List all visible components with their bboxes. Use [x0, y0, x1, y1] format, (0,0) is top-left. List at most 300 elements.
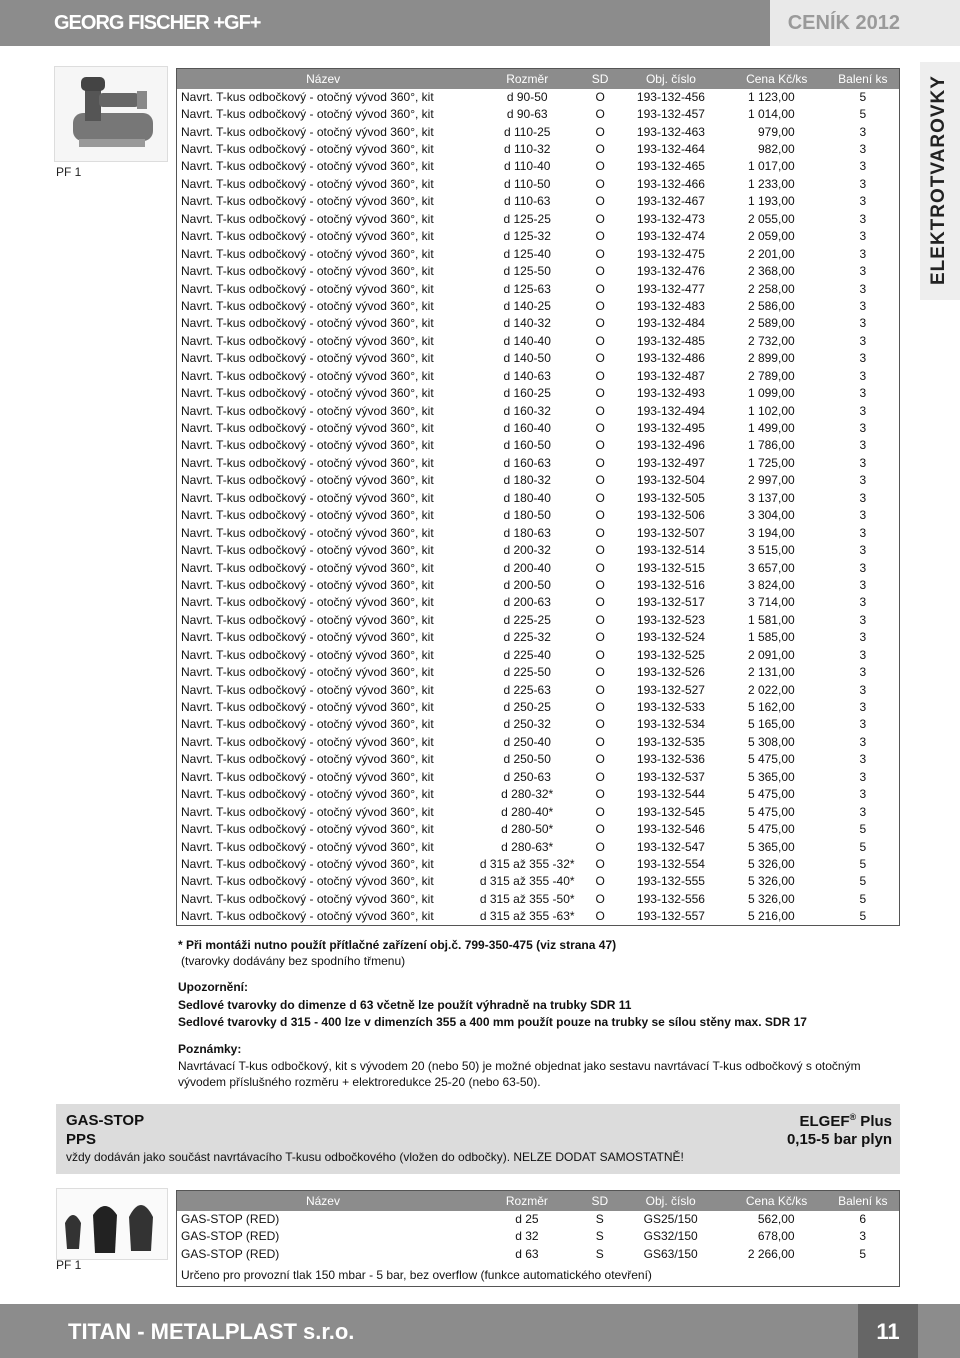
- table-row: [177, 368, 900, 385]
- cell-price: 3 194,00: [747, 525, 795, 540]
- cell-price: 1 102,00: [747, 403, 795, 418]
- cell-pack: 5: [859, 874, 867, 889]
- table-row: [177, 734, 900, 751]
- cell-size: d 140-50: [503, 351, 551, 366]
- table-row: [177, 873, 900, 890]
- cell-order-number: 193-132-504: [636, 473, 705, 488]
- remarks-line-1: Navrtávací T-kus odbočkový, kit s vývodem 20 (nebo 50) je možné objednat jako sestavu navrtávací T-kus odbočkový s otočným: [178, 1059, 861, 1073]
- cell-order-number: 193-132-475: [636, 246, 705, 261]
- table-row: [177, 333, 900, 350]
- cell-sd: O: [595, 508, 605, 523]
- cell-sd: O: [595, 176, 605, 191]
- cell-sd: O: [595, 455, 605, 470]
- cell-size: d 160-32: [503, 403, 551, 418]
- cell-name: Navrt. T-kus odbočkový - otočný vývod 360°, kit: [181, 874, 434, 889]
- cell-size: d 140-40: [503, 333, 551, 348]
- cell-order-number: 193-132-525: [636, 647, 705, 662]
- cell-pack: 5: [859, 822, 867, 837]
- page-number: 11: [876, 1319, 900, 1344]
- gas-stop-description: vždy dodáván jako součást navrtávacího T-kusu odbočkového (vložen do odbočky). NELZE DODAT SAMOSTATNĚ!: [66, 1150, 684, 1164]
- cell-name: Navrt. T-kus odbočkový - otočný vývod 360°, kit: [181, 700, 434, 715]
- cell-price: 5 326,00: [747, 874, 795, 889]
- cell-name: Navrt. T-kus odbočkový - otočný vývod 360°, kit: [181, 891, 434, 906]
- cell-order-number: 193-132-546: [636, 822, 705, 837]
- cell-pack: 3: [859, 682, 867, 697]
- cell-size: d 25: [515, 1211, 539, 1226]
- cell-size: d 225-50: [503, 665, 551, 680]
- elgef-plus-label: ELGEF® Plus: [799, 1112, 892, 1130]
- cell-order-number: 193-132-486: [636, 351, 705, 366]
- table-row: [177, 908, 900, 926]
- cell-price: 5 475,00: [747, 787, 795, 802]
- cell-price: 2 201,00: [747, 246, 795, 261]
- cell-size: d 140-32: [503, 316, 551, 331]
- cell-price: 3 304,00: [747, 508, 795, 523]
- cell-order-number: 193-132-547: [636, 839, 705, 854]
- cell-sd: O: [595, 525, 605, 540]
- cell-pack: 3: [859, 281, 867, 296]
- cell-sd: O: [595, 211, 605, 226]
- cell-size: d 280-63*: [501, 839, 554, 854]
- cell-size: d 200-40: [503, 560, 551, 575]
- cell-price: 2 732,00: [747, 333, 795, 348]
- cell-price: 1 725,00: [747, 455, 795, 470]
- cell-size: d 63: [515, 1246, 539, 1261]
- gas-stop-title: GAS-STOP: [66, 1112, 145, 1129]
- remarks-title: Poznámky:: [178, 1042, 242, 1056]
- cell-size: d 180-32: [503, 473, 551, 488]
- cell-pack: 3: [859, 752, 867, 767]
- cell-order-number: 193-132-535: [636, 734, 705, 749]
- cell-pack: 3: [859, 717, 867, 732]
- cell-pack: 3: [859, 403, 867, 418]
- cell-pack: 3: [859, 211, 867, 226]
- gas-stop-subtitle: PPS: [66, 1131, 97, 1148]
- cell-pack: 3: [859, 176, 867, 191]
- cell-pack: 5: [859, 909, 867, 924]
- col-header-name: Název: [305, 1193, 340, 1208]
- cell-name: GAS-STOP (RED): [181, 1229, 280, 1244]
- cell-name: Navrt. T-kus odbočkový - otočný vývod 360°, kit: [181, 682, 434, 697]
- cell-price: 1 581,00: [747, 612, 795, 627]
- cell-name: Navrt. T-kus odbočkový - otočný vývod 360°, kit: [181, 438, 434, 453]
- cell-price: 5 475,00: [747, 822, 795, 837]
- table-row: [177, 559, 900, 576]
- cell-sd: O: [595, 194, 605, 209]
- cell-pack: 3: [859, 316, 867, 331]
- table-row: [177, 716, 900, 733]
- table-row: [177, 280, 900, 297]
- cell-sd: O: [595, 124, 605, 139]
- cell-order-number: 193-132-517: [636, 595, 705, 610]
- cell-name: Navrt. T-kus odbočkový - otočný vývod 360°, kit: [181, 421, 434, 436]
- table-row: [177, 402, 900, 419]
- cell-name: Navrt. T-kus odbočkový - otočný vývod 360°, kit: [181, 351, 434, 366]
- cell-order-number: 193-132-493: [636, 386, 705, 401]
- cell-name: Navrt. T-kus odbočkový - otočný vývod 360°, kit: [181, 804, 434, 819]
- cell-name: Navrt. T-kus odbočkový - otočný vývod 360°, kit: [181, 856, 434, 871]
- cell-pack: 3: [859, 229, 867, 244]
- cell-name: Navrt. T-kus odbočkový - otočný vývod 360°, kit: [181, 560, 434, 575]
- cell-price: 5 475,00: [747, 752, 795, 767]
- gas-stop-banner: [56, 1104, 900, 1174]
- cell-name: Navrt. T-kus odbočkový - otočný vývod 360°, kit: [181, 107, 434, 122]
- cell-name: Navrt. T-kus odbočkový - otočný vývod 360°, kit: [181, 403, 434, 418]
- table-row: [177, 594, 900, 611]
- cell-order-number: 193-132-527: [636, 682, 705, 697]
- cell-size: d 125-25: [503, 211, 551, 226]
- brand-logo: GEORG FISCHER +GF+: [54, 12, 261, 34]
- cell-size: d 250-40: [503, 734, 551, 749]
- cell-sd: O: [595, 386, 605, 401]
- cell-order-number: 193-132-477: [636, 281, 705, 296]
- cell-size: d 110-25: [503, 124, 551, 139]
- cell-order-number: 193-132-545: [636, 804, 705, 819]
- cell-price: 5 326,00: [747, 856, 795, 871]
- cell-price: 5 365,00: [747, 839, 795, 854]
- cell-name: Navrt. T-kus odbočkový - otočný vývod 360°, kit: [181, 717, 434, 732]
- cell-order-number: 193-132-494: [636, 403, 705, 418]
- cell-sd: O: [595, 909, 605, 924]
- table-row: [177, 612, 900, 629]
- cell-name: Navrt. T-kus odbočkový - otočný vývod 360°, kit: [181, 159, 434, 174]
- cell-price: 562,00: [757, 1211, 795, 1226]
- cell-order-number: 193-132-524: [636, 630, 705, 645]
- col-header-pack: Balení ks: [838, 1193, 888, 1208]
- cell-size: d 125-40: [503, 246, 551, 261]
- cell-price: 3 137,00: [747, 490, 795, 505]
- table-row: [177, 699, 900, 716]
- cell-name: Navrt. T-kus odbočkový - otočný vývod 360°, kit: [181, 647, 434, 662]
- cell-pack: 3: [859, 508, 867, 523]
- cell-order-number: 193-132-485: [636, 333, 705, 348]
- cell-order-number: 193-132-487: [636, 368, 705, 383]
- side-tab-label: ELEKTROTVAROVKY: [928, 75, 949, 285]
- cell-sd: O: [595, 734, 605, 749]
- table-row: [177, 577, 900, 594]
- cell-size: d 225-25: [503, 612, 551, 627]
- cell-order-number: 193-132-507: [636, 525, 705, 540]
- cell-pack: 3: [859, 595, 867, 610]
- cell-name: Navrt. T-kus odbočkový - otočný vývod 360°, kit: [181, 386, 434, 401]
- cell-price: 2 059,00: [747, 229, 795, 244]
- cell-pack: 3: [859, 543, 867, 558]
- cell-pack: 5: [859, 856, 867, 871]
- cell-size: d 280-32*: [501, 787, 554, 802]
- table-row: [177, 681, 900, 698]
- cell-sd: O: [595, 717, 605, 732]
- cell-price: 982,00: [757, 142, 795, 157]
- table-note: Určeno pro provozní tlak 150 mbar - 5 bar, bez overflow (funkce automatického otevření): [181, 1267, 652, 1282]
- cell-sd: S: [595, 1246, 604, 1261]
- cell-sd: O: [595, 368, 605, 383]
- cell-price: 2 055,00: [747, 211, 795, 226]
- cell-order-number: 193-132-484: [636, 316, 705, 331]
- cell-sd: O: [595, 229, 605, 244]
- pf-label-1: PF 1: [56, 165, 82, 179]
- cell-sd: O: [595, 490, 605, 505]
- cell-sd: O: [595, 543, 605, 558]
- cell-size: d 90-50: [506, 89, 548, 104]
- table-row: [177, 385, 900, 402]
- cell-sd: O: [595, 438, 605, 453]
- cell-name: Navrt. T-kus odbočkový - otočný vývod 360°, kit: [181, 194, 434, 209]
- table-header: [177, 1191, 900, 1211]
- cell-name: Navrt. T-kus odbočkový - otočný vývod 360°, kit: [181, 909, 434, 924]
- cell-price: 1 786,00: [747, 438, 795, 453]
- cell-size: d 280-40*: [501, 804, 554, 819]
- cell-size: d 315 až 355 -40*: [479, 874, 575, 889]
- cell-name: Navrt. T-kus odbočkový - otočný vývod 360°, kit: [181, 525, 434, 540]
- cell-sd: O: [595, 281, 605, 296]
- cell-pack: 5: [859, 1246, 867, 1261]
- cell-price: 2 091,00: [747, 647, 795, 662]
- table-row: [177, 856, 900, 873]
- cell-pack: 3: [859, 142, 867, 157]
- cell-pack: 3: [859, 246, 867, 261]
- cell-pack: 3: [859, 490, 867, 505]
- cell-sd: O: [595, 839, 605, 854]
- cell-sd: O: [595, 577, 605, 592]
- table-row: [177, 437, 900, 454]
- footnote-text: * Při montáži nutno použít přítlačné zařízení obj.č. 799-350-475 (viz strana 47): [178, 938, 617, 952]
- pricelist-title-box: [770, 0, 960, 46]
- cell-size: d 125-32: [503, 229, 551, 244]
- cell-order-number: 193-132-476: [636, 264, 705, 279]
- cell-order-number: 193-132-506: [636, 508, 705, 523]
- cell-sd: S: [595, 1211, 604, 1226]
- cell-sd: O: [595, 874, 605, 889]
- cell-name: Navrt. T-kus odbočkový - otočný vývod 360°, kit: [181, 577, 434, 592]
- table-row: [177, 123, 900, 140]
- cell-sd: O: [595, 787, 605, 802]
- cell-sd: O: [595, 822, 605, 837]
- cell-price: 1 233,00: [747, 176, 795, 191]
- cell-price: 1 014,00: [747, 107, 795, 122]
- footer-bar: [0, 1304, 960, 1358]
- cell-sd: O: [595, 804, 605, 819]
- cell-name: Navrt. T-kus odbočkový - otočný vývod 360°, kit: [181, 229, 434, 244]
- table-row: [177, 751, 900, 768]
- cell-pack: 3: [859, 525, 867, 540]
- table-note-row: [177, 1263, 900, 1287]
- cell-sd: O: [595, 107, 605, 122]
- cell-name: Navrt. T-kus odbočkový - otočný vývod 360°, kit: [181, 665, 434, 680]
- cell-price: 1 099,00: [747, 386, 795, 401]
- cell-pack: 3: [859, 351, 867, 366]
- cell-price: 5 365,00: [747, 769, 795, 784]
- cell-name: Navrt. T-kus odbočkový - otočný vývod 360°, kit: [181, 787, 434, 802]
- cell-sd: O: [595, 142, 605, 157]
- cell-sd: O: [595, 647, 605, 662]
- cell-pack: 3: [859, 421, 867, 436]
- cell-order-number: 193-132-536: [636, 752, 705, 767]
- cell-order-number: 193-132-457: [636, 107, 705, 122]
- cell-order-number: 193-132-526: [636, 665, 705, 680]
- cell-price: 3 824,00: [747, 577, 795, 592]
- cell-order-number: 193-132-483: [636, 298, 705, 313]
- col-header-sd: SD: [591, 1193, 609, 1208]
- cell-size: d 160-63: [503, 455, 551, 470]
- cell-name: Navrt. T-kus odbočkový - otočný vývod 360°, kit: [181, 455, 434, 470]
- cell-sd: S: [595, 1229, 604, 1244]
- cell-pack: 3: [859, 298, 867, 313]
- cell-sd: O: [595, 421, 605, 436]
- cell-size: d 180-40: [503, 490, 551, 505]
- cell-sd: O: [595, 700, 605, 715]
- cell-sd: O: [595, 612, 605, 627]
- cell-price: 2 789,00: [747, 368, 795, 383]
- table-row: [177, 769, 900, 786]
- cell-size: d 110-40: [503, 159, 551, 174]
- cell-order-number: GS25/150: [643, 1211, 698, 1226]
- cell-size: d 200-50: [503, 577, 551, 592]
- company-name: TITAN - METALPLAST s.r.o.: [68, 1319, 355, 1344]
- cell-size: d 225-32: [503, 630, 551, 645]
- cell-pack: 5: [859, 891, 867, 906]
- col-header-order-number: Obj. číslo: [645, 1193, 696, 1208]
- table-row: [177, 490, 900, 507]
- table-row: [177, 891, 900, 908]
- cell-order-number: 193-132-514: [636, 543, 705, 558]
- cell-price: 2 589,00: [747, 316, 795, 331]
- table-row: [177, 176, 900, 193]
- table-row: [177, 1211, 900, 1228]
- cell-size: d 180-63: [503, 525, 551, 540]
- cell-name: Navrt. T-kus odbočkový - otočný vývod 360°, kit: [181, 316, 434, 331]
- cell-pack: 3: [859, 804, 867, 819]
- table-row: [177, 1228, 900, 1245]
- cell-price: 5 475,00: [747, 804, 795, 819]
- cell-sd: O: [595, 264, 605, 279]
- cell-sd: O: [595, 333, 605, 348]
- cell-pack: 3: [859, 124, 867, 139]
- table-row: [177, 838, 900, 855]
- price-table-gasstop: [176, 1190, 900, 1287]
- table-row: [177, 350, 900, 367]
- cell-name: Navrt. T-kus odbočkový - otočný vývod 360°, kit: [181, 508, 434, 523]
- cell-price: 678,00: [757, 1229, 795, 1244]
- cell-size: d 250-63: [503, 769, 551, 784]
- cell-sd: O: [595, 665, 605, 680]
- table-row: [177, 315, 900, 332]
- cell-pack: 3: [859, 734, 867, 749]
- cell-price: 5 216,00: [747, 909, 795, 924]
- cell-order-number: 193-132-557: [636, 909, 705, 924]
- table-row: [177, 298, 900, 315]
- product-image-gasstop: [56, 1188, 168, 1260]
- table-row: [177, 629, 900, 646]
- cell-name: Navrt. T-kus odbočkový - otočný vývod 360°, kit: [181, 752, 434, 767]
- col-header-sd: SD: [591, 71, 609, 86]
- cell-order-number: 193-132-465: [636, 159, 705, 174]
- cell-order-number: 193-132-523: [636, 612, 705, 627]
- cell-price: 2 586,00: [747, 298, 795, 313]
- cell-size: d 110-50: [503, 176, 551, 191]
- cell-size: d 125-50: [503, 264, 551, 279]
- cell-pack: 3: [859, 264, 867, 279]
- cell-name: Navrt. T-kus odbočkový - otočný vývod 360°, kit: [181, 246, 434, 261]
- table-row: [177, 1245, 900, 1262]
- cell-pack: 3: [859, 700, 867, 715]
- cell-order-number: 193-132-533: [636, 700, 705, 715]
- cell-name: Navrt. T-kus odbočkový - otočný vývod 360°, kit: [181, 333, 434, 348]
- cell-order-number: 193-132-463: [636, 124, 705, 139]
- price-table-tees: [176, 68, 900, 926]
- warning-title: Upozornění:: [178, 980, 248, 994]
- col-header-name: Název: [306, 71, 341, 86]
- cell-size: d 315 až 355 -63*: [479, 909, 575, 924]
- cell-pack: 3: [859, 665, 867, 680]
- cell-price: 2 899,00: [747, 351, 795, 366]
- cell-size: d 160-40: [503, 421, 551, 436]
- cell-pack: 3: [859, 647, 867, 662]
- cell-name: Navrt. T-kus odbočkový - otočný vývod 360°, kit: [181, 822, 434, 837]
- cell-size: d 280-50*: [501, 822, 554, 837]
- cell-size: d 200-32: [503, 543, 551, 558]
- col-header-price: Cena Kč/ks: [745, 1193, 808, 1208]
- cell-name: Navrt. T-kus odbočkový - otočný vývod 360°, kit: [181, 543, 434, 558]
- cell-price: 1 123,00: [747, 89, 795, 104]
- cell-price: 2 258,00: [747, 281, 795, 296]
- cell-order-number: 193-132-495: [636, 421, 705, 436]
- cell-size: d 250-50: [503, 752, 551, 767]
- cell-order-number: 193-132-496: [636, 438, 705, 453]
- cell-price: 3 714,00: [747, 595, 795, 610]
- table-row: [177, 786, 900, 803]
- cell-pack: 3: [859, 333, 867, 348]
- table-row: [177, 507, 900, 524]
- cell-sd: O: [595, 752, 605, 767]
- pressure-range-label: 0,15-5 bar plyn: [786, 1131, 892, 1148]
- cell-size: d 250-32: [503, 717, 551, 732]
- cell-price: 5 165,00: [747, 717, 795, 732]
- cell-order-number: 193-132-474: [636, 229, 705, 244]
- cell-price: 5 162,00: [747, 700, 795, 715]
- cell-name: Navrt. T-kus odbočkový - otočný vývod 360°, kit: [181, 769, 434, 784]
- warning-line-1: Sedlové tvarovky do dimenze d 63 včetně lze použít výhradně na trubky SDR 11: [178, 998, 632, 1012]
- cell-pack: 3: [859, 577, 867, 592]
- cell-name: Navrt. T-kus odbočkový - otočný vývod 360°, kit: [181, 630, 434, 645]
- cell-sd: O: [595, 159, 605, 174]
- cell-size: d 140-63: [503, 368, 551, 383]
- cell-order-number: 193-132-556: [636, 891, 705, 906]
- cell-pack: 5: [859, 839, 867, 854]
- cell-pack: 3: [859, 159, 867, 174]
- footnote: [178, 938, 616, 968]
- cell-pack: 3: [859, 473, 867, 488]
- cell-price: 2 368,00: [747, 264, 795, 279]
- cell-size: d 200-63: [503, 595, 551, 610]
- warning-line-2: Sedlové tvarovky d 315 - 400 lze v dimenzích 355 a 400 mm použít pouze na trubky se sílou stěny max. SDR 17: [178, 1015, 807, 1029]
- cell-sd: O: [595, 89, 605, 104]
- remarks-line-2: vývodem příslušného rozměru + elektroredukce 25-20 (nebo 63-50).: [178, 1075, 541, 1089]
- cell-order-number: 193-132-515: [636, 560, 705, 575]
- table-header: [177, 69, 900, 89]
- table-row: [177, 158, 900, 175]
- cell-pack: 3: [859, 1229, 867, 1244]
- cell-pack: 3: [859, 386, 867, 401]
- cell-name: GAS-STOP (RED): [181, 1211, 280, 1226]
- cell-order-number: 193-132-505: [636, 490, 705, 505]
- cell-sd: O: [595, 595, 605, 610]
- col-header-order-number: Obj. číslo: [645, 71, 696, 86]
- page-number-box: [858, 1304, 918, 1358]
- cell-sd: O: [595, 769, 605, 784]
- cell-price: 1 193,00: [747, 194, 795, 209]
- cell-size: d 110-32: [503, 142, 551, 157]
- cell-size: d 180-50: [503, 508, 551, 523]
